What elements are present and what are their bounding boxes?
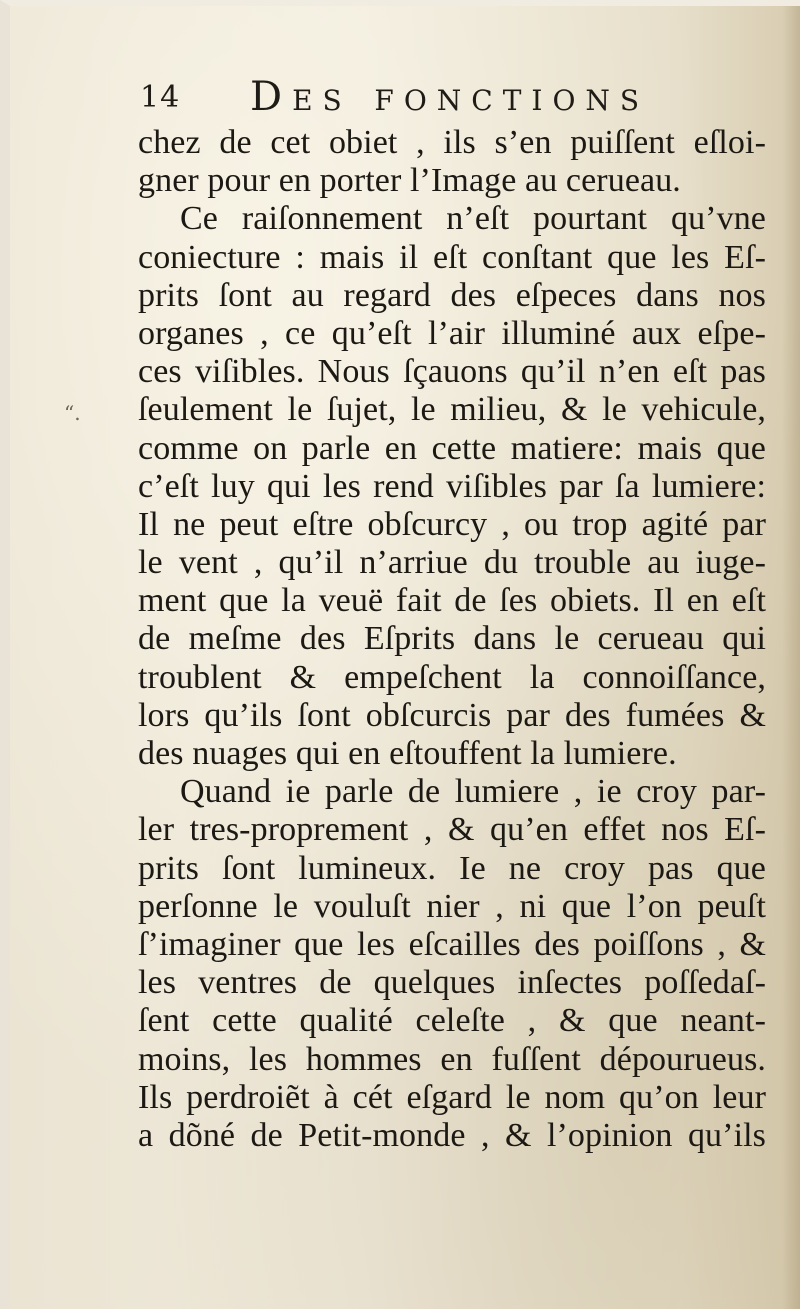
page-header [138, 72, 698, 118]
text-line: des nuages qui en eſtouffent la lumiere. [138, 735, 677, 772]
text-line: a dõné de Petit-monde , & l’opinion qu’ils [138, 1116, 766, 1154]
text-line: les ventres de quelques inſectes poſſedaſ- [138, 964, 766, 1002]
text-line: ſ’imaginer que les eſcailles des poiſſons , & [138, 925, 766, 963]
text-line: organes , ce qu’eſt l’air illuminé aux eſpe- [138, 314, 766, 352]
text-line: troublent & empeſchent la connoiſſance, [138, 658, 766, 696]
text-line: ſeulement le ſujet, le milieu, & le vehicule, [138, 391, 766, 429]
text-line: ſent cette qualité celeſte , & que neant- [138, 1002, 766, 1040]
text-line: comme on parle en cette matiere: mais que [138, 429, 766, 467]
text-line: c’eſt luy qui les rend viſibles par ſa lumiere: [138, 467, 766, 505]
text-line: coniecture : mais il eſt conſtant que les Eſ- [138, 238, 766, 276]
text-line: lors qu’ils ſont obſcurcis par des fumées & [138, 696, 766, 734]
text-line: Ils perdroiẽt à cét eſgard le nom qu’on leur [138, 1078, 766, 1116]
text-line: prits ſont lumineux. Ie ne croy pas que [138, 849, 766, 887]
text-line: le vent , qu’il n’arriue du trouble au iuge- [138, 544, 766, 582]
text-line: ler tres-proprement , & qu’en effet nos Eſ- [138, 811, 766, 849]
text-line: ces viſibles. Nous ſçauons qu’il n’en eſt pas [138, 353, 766, 391]
text-line: Il ne peut eſtre obſcurcy , ou trop agité par [138, 505, 766, 543]
text-line: moins, les hommes en fuſſent dépourueus. [138, 1040, 766, 1078]
text-line: perſonne le vouluſt nier , ni que l’on peuſt [138, 887, 766, 925]
body-text [138, 124, 778, 1155]
text-line: de meſme des Eſprits dans le cerueau qui [138, 620, 766, 658]
text-line: ment que la veuë fait de ſes obiets. Il en eſt [138, 582, 766, 620]
text-line: gner pour en porter l’Image au cerueau. [138, 162, 681, 200]
page-number: 14 [140, 80, 181, 115]
text-line: chez de cet obiet , ils s’en puiſſent eſloi- [138, 124, 766, 161]
margin-mark: “. [64, 401, 81, 425]
text-line: Ce raiſonnement n’eſt pourtant qu’vne [180, 200, 766, 238]
text-line: prits ſont au regard des eſpeces dans nos [138, 276, 766, 314]
running-head: Des fonctions [250, 74, 650, 120]
text-line: Quand ie parle de lumiere , ie croy par- [180, 773, 766, 811]
